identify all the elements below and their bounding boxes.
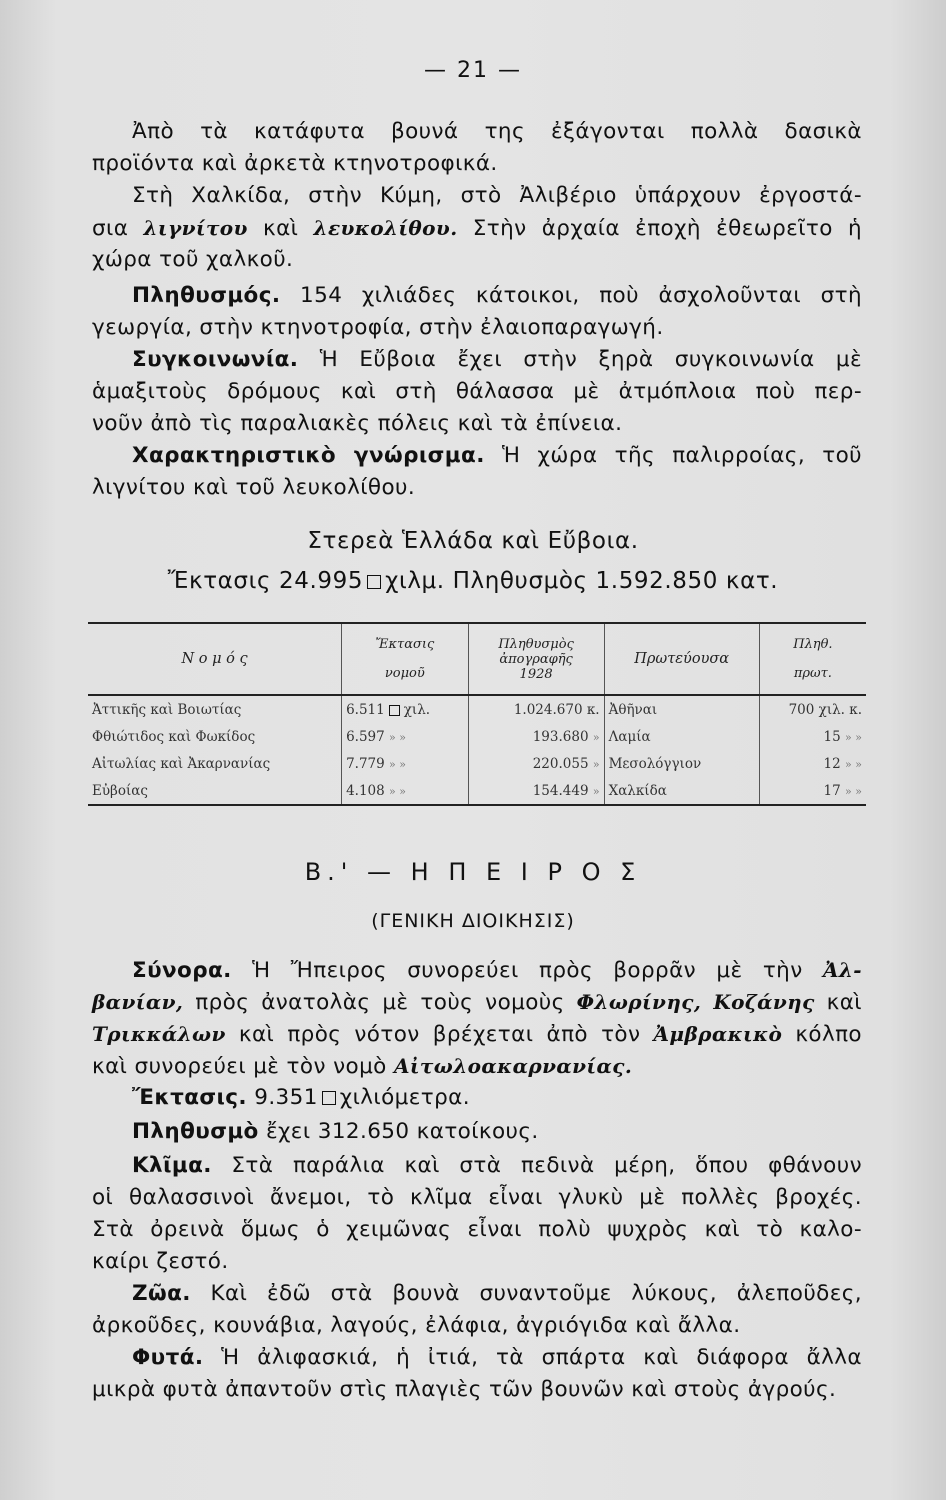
area-line: Ἔκτασις. 9.351 χιλιόμετρα. — [132, 1085, 470, 1110]
population2-line: Πληθυσμὸ ἔχει 312.650 κατοίκους. — [132, 1119, 539, 1144]
transport-line2: ἁμαξιτοὺς δρόμους καὶ στὴ θάλασσα μὲ ἀτμόπλοια ποὺ περ- — [92, 379, 862, 404]
population-line2: γεωργία, στὴν κτηνοτροφία, στὴν ἐλαιοπαραγωγή. — [92, 315, 664, 340]
region1-title: Στερεὰ Ἑλλάδα καὶ Εὔβοια. — [307, 528, 639, 554]
climate-line4: καίρι ζεστό. — [92, 1249, 229, 1274]
climate-line1: Κλῖμα. Στὰ παράλια καὶ στὰ πεδινὰ μέρη, ὅπου φθάνουν — [132, 1153, 862, 1178]
cell-capital: Μεσολόγγιον — [604, 750, 759, 777]
lignite-term: λιγνίτου — [143, 216, 248, 240]
table-row — [88, 695, 866, 723]
para2-line2: σια λιγνίτου καὶ λευκολίθου. Στὴν ἀρχαία ἐποχὴ ἐθεωρεῖτο ἡ — [92, 216, 862, 241]
para1-line2: προϊόντα καὶ ἀρκετὰ κτηνοτροφικά. — [92, 151, 498, 176]
feature-line2: λιγνίτου καὶ τοῦ λευκολίθου. — [92, 475, 416, 500]
plants-line1: Φυτά. Ἡ ἀλιφασκιά, ἡ ἰτιά, τὰ σπάρτα καὶ διάφορα ἄλλα — [132, 1345, 862, 1370]
para1-line1: Ἀπὸ τὰ κατάφυτα βουνά της ἐξάγονται πολλὰ δασικὰ — [132, 119, 862, 144]
borders-label: Σύνορα. — [132, 958, 232, 983]
cell-population: 1.024.670 κ. — [468, 695, 604, 723]
area-label: Ἔκτασις. — [132, 1085, 247, 1110]
table-row — [88, 750, 866, 777]
cell-capital: Χαλκίδα — [604, 777, 759, 805]
region1-area: Ἔκτασις 24.995 χιλμ. Πληθυσμὸς 1.592.850 κατ. — [167, 568, 779, 594]
animals-line2: ἀρκοῦδες, κουνάβια, λαγούς, ἐλάφια, ἀγριόγιδα καὶ ἄλλα. — [92, 1313, 741, 1338]
transport-line3: νοῦν ἀπὸ τὶς παραλιακὲς πόλεις καὶ τὰ ἐπίνεια. — [92, 411, 623, 436]
para2-line1: Στὴ Χαλκίδα, στὴν Κύμη, στὸ Ἀλιβέριο ὑπάρχουν ἐργοστά- — [132, 183, 862, 208]
borders-line4: καὶ συνορεύει μὲ τὸν νομὸ Αἰτωλοακαρνανίας. — [92, 1054, 633, 1079]
col-capital-pop: Πληθ. πρωτ. — [759, 623, 866, 695]
plants-label: Φυτά. — [132, 1345, 204, 1370]
climate-label: Κλῖμα. — [132, 1153, 212, 1178]
climate-line2: οἱ θαλασσινοὶ ἄνεμοι, τὸ κλῖμα εἶναι γλυκὺ μὲ πολλὲς βροχές. — [92, 1185, 862, 1210]
square-symbol-icon — [389, 705, 400, 716]
col-nomos: Ν ο μ ό ς — [88, 623, 342, 695]
cell-capital-pop: 17 » » — [759, 777, 866, 805]
col-capital: Πρωτεύουσα — [604, 623, 759, 695]
region2-subtitle: (ΓΕΝΙΚΗ ΔΙΟΙΚΗΣΙΣ) — [371, 910, 575, 932]
col-ektasis: Ἔκτασις νομοῦ — [342, 623, 469, 695]
population-line1: Πληθυσμός. 154 χιλιάδες κάτοικοι, ποὺ ἀσχολοῦνται στὴ — [132, 283, 862, 308]
col-population: Πληθυσμὸς ἀπογραφῆς 1928 — [468, 623, 604, 695]
region2-title: Β.' — Η Π Ε Ι Ρ Ο Σ — [304, 858, 642, 886]
borders-line2: βανίαν, πρὸς ἀνατολὰς μὲ τοὺς νομοὺς Φλωρίνης, Κοζάνης καὶ — [92, 990, 862, 1015]
cell-nomos: Φθιώτιδος καὶ Φωκίδος — [92, 728, 256, 745]
transport-label: Συγκοινωνία. — [132, 347, 299, 372]
table-row — [88, 723, 866, 750]
plants-line2: μικρὰ φυτὰ ἀπαντοῦν στὶς πλαγιὲς τῶν βουνῶν καὶ στοὺς ἀγρούς. — [92, 1377, 837, 1402]
cell-capital-pop: 700 χιλ. κ. — [759, 695, 866, 723]
cell-ektasis: 4.108 » » — [342, 777, 469, 805]
para2-line3: χώρα τοῦ χαλκοῦ. — [92, 247, 294, 272]
feature-label: Χαρακτηριστικὸ γνώρισμα. — [132, 443, 485, 468]
table-row — [88, 777, 866, 805]
transport-line1: Συγκοινωνία. Ἡ Εὔβοια ἔχει στὴν ξηρὰ συγκοινωνία μὲ — [132, 347, 862, 372]
population2-label: Πληθυσμὸ — [132, 1119, 259, 1144]
square-symbol-icon — [367, 575, 381, 589]
cell-population: 220.055 » — [468, 750, 604, 777]
cell-nomos: Εὐβοίας — [88, 777, 342, 805]
population-label: Πληθυσμός. — [132, 283, 281, 308]
table-header-row — [88, 623, 866, 695]
borders-line3: Τρικκάλων καὶ πρὸς νότον βρέχεται ἀπὸ τὸν Ἀμβρακικὸ κόλπο — [92, 1022, 862, 1047]
cell-population: 193.680 » — [468, 723, 604, 750]
marble-term: λευκολίθου. — [313, 216, 458, 240]
animals-line1: Ζῶα. Καὶ ἐδῶ στὰ βουνὰ συναντοῦμε λύκους, ἀλεποῦδες, — [132, 1281, 862, 1306]
climate-line3: Στὰ ὀρεινὰ ὅμως ὁ χειμῶνας εἶναι πολὺ ψυχρὸς καὶ τὸ καλο- — [92, 1217, 862, 1242]
page-number: — 21 — — [424, 58, 522, 83]
cell-capital-pop: 15 » » — [759, 723, 866, 750]
cell-nomos: Αἰτωλίας καὶ Ἀκαρνανίας — [92, 755, 271, 772]
cell-population: 154.449 » — [468, 777, 604, 805]
animals-label: Ζῶα. — [132, 1281, 191, 1306]
cell-ektasis: 6.511 χιλ. — [342, 695, 469, 723]
cell-nomos: Ἀττικῆς καὶ Βοιωτίας — [92, 701, 242, 718]
cell-capital: Λαμία — [604, 723, 759, 750]
prefecture-table — [88, 622, 866, 806]
feature-line1: Χαρακτηριστικὸ γνώρισμα. Ἡ χώρα τῆς παλιρροίας, τοῦ — [132, 443, 862, 468]
cell-ektasis: 6.597 » » — [342, 723, 469, 750]
borders-line1: Σύνορα. Ἡ Ἤπειρος συνορεύει πρὸς βορρᾶν μὲ τὴν Ἀλ- — [132, 958, 862, 983]
square-symbol-icon — [322, 1091, 336, 1105]
cell-ektasis: 7.779 » » — [342, 750, 469, 777]
cell-capital-pop: 12 » » — [759, 750, 866, 777]
cell-capital: Ἀθῆναι — [604, 695, 759, 723]
